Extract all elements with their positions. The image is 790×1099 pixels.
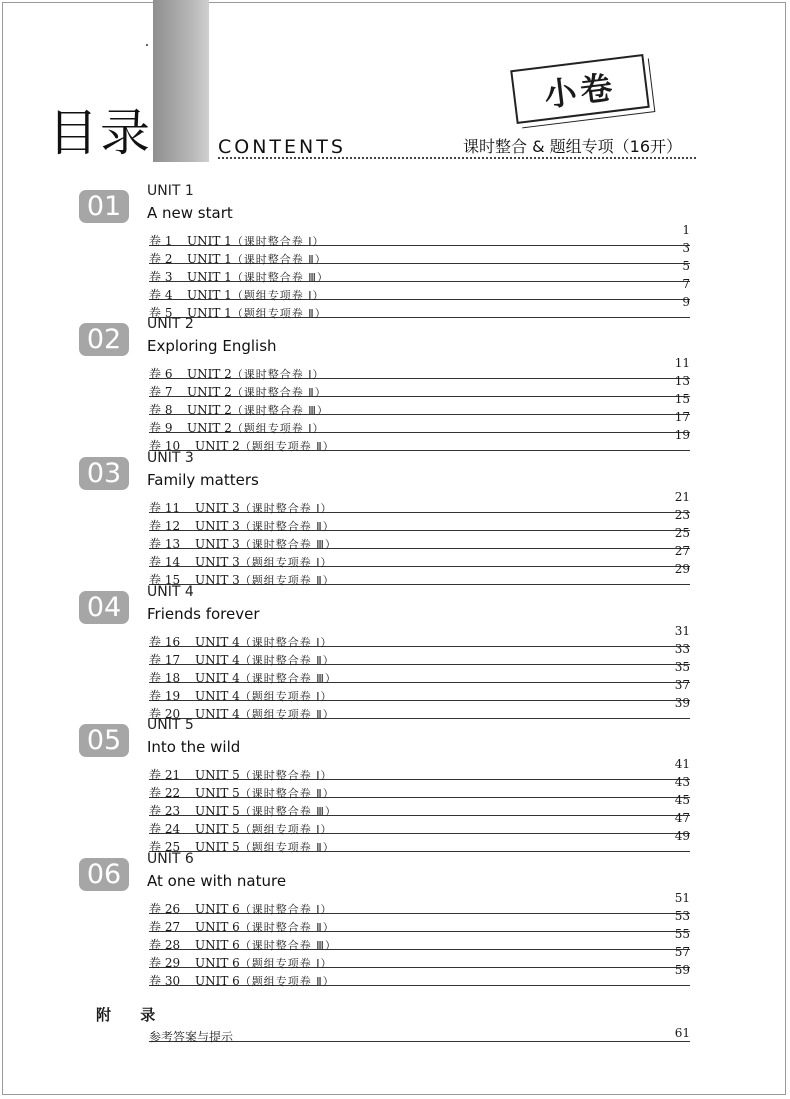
toc-entry-unit-name: UNIT 1	[187, 288, 232, 302]
toc-entry-volume: 卷 11	[149, 501, 181, 515]
toc-entry-page: 47	[674, 811, 690, 825]
toc-entry-unit-name: UNIT 6	[195, 956, 240, 970]
toc-entry-type: （课时整合卷 Ⅱ）	[239, 520, 335, 533]
toc-entry-page: 53	[674, 909, 690, 923]
toc-entry-unit-name: UNIT 2	[187, 403, 232, 417]
unit-label: UNIT 4	[147, 584, 194, 600]
toc-entry-page: 15	[674, 392, 690, 406]
toc-entry-type: （课时整合卷 Ⅰ）	[231, 368, 325, 381]
unit-label: UNIT 3	[147, 450, 194, 466]
toc-entry-type: （题组专项卷 Ⅰ）	[239, 957, 333, 970]
toc-entry-unit-name: UNIT 5	[195, 804, 240, 818]
toc-entry-type: （题组专项卷 Ⅱ）	[239, 574, 335, 587]
toc-entry-type: （课时整合卷 Ⅰ）	[231, 235, 325, 248]
toc-entry-volume: 卷 29	[149, 956, 181, 970]
toc-entry-unit-name: UNIT 6	[195, 902, 240, 916]
toc-entry-type: （课时整合卷 Ⅱ）	[231, 386, 327, 399]
toc-entry-page: 55	[674, 927, 690, 941]
toc-entry-unit	[195, 572, 335, 588]
toc-entry-unit-name: UNIT 2	[187, 385, 232, 399]
toc-entry-unit-name: UNIT 5	[195, 786, 240, 800]
toc-entry-page: 13	[674, 374, 690, 388]
toc-entry-volume: 卷 25	[149, 840, 181, 854]
toc-entry-volume: 卷 24	[149, 822, 181, 836]
toc-entry-type: （课时整合卷 Ⅰ）	[239, 502, 333, 515]
toc-entry-page: 7	[682, 277, 690, 291]
unit-label: UNIT 6	[147, 851, 194, 867]
unit-title: Friends forever	[147, 605, 260, 623]
toc-entry-page: 41	[674, 757, 690, 771]
unit-title: Exploring English	[147, 337, 277, 355]
toc-entry-unit-name: UNIT 3	[195, 573, 240, 587]
toc-entry-page: 31	[674, 624, 690, 638]
toc-entry-unit-name: UNIT 6	[195, 974, 240, 988]
toc-entry-type: （课时整合卷 Ⅱ）	[239, 654, 335, 667]
toc-entry-type: （题组专项卷 Ⅱ）	[239, 708, 335, 721]
toc-entry-volume: 卷 6	[149, 367, 173, 381]
toc-entry-unit-name: UNIT 4	[195, 671, 240, 685]
toc-entry[interactable]	[149, 223, 690, 248]
page-subtitle: 课时整合 & 题组专项（16开）	[463, 137, 683, 156]
toc-entry-volume: 卷 13	[149, 537, 181, 551]
toc-entry-type: （题组专项卷 Ⅱ）	[239, 440, 335, 453]
toc-entry-unit-name: UNIT 2	[187, 367, 232, 381]
appendix-entry[interactable]	[149, 1024, 690, 1042]
toc-entry-unit	[187, 305, 327, 321]
toc-entry-type: （题组专项卷 Ⅰ）	[231, 422, 325, 435]
toc-entry-type: （题组专项卷 Ⅰ）	[239, 556, 333, 569]
toc-entry-unit-name: UNIT 6	[195, 938, 240, 952]
unit-label: UNIT 1	[147, 183, 194, 199]
toc-entry-page: 33	[674, 642, 690, 656]
toc-entry-type: （课时整合卷 Ⅲ）	[231, 404, 329, 417]
toc-entry-page: 59	[674, 963, 690, 977]
toc-entry-volume: 卷 2	[149, 252, 173, 266]
toc-entry-page: 49	[674, 829, 690, 843]
toc-entry-unit-name: UNIT 4	[195, 653, 240, 667]
toc-entry-unit-name: UNIT 1	[187, 252, 232, 266]
page-title-cn: 目录	[48, 104, 152, 162]
toc-entry-unit-name: UNIT 6	[195, 920, 240, 934]
toc-entry-type: （课时整合卷 Ⅲ）	[231, 271, 329, 284]
toc-entry-page: 5	[682, 259, 690, 273]
toc-entry-volume: 卷 30	[149, 974, 181, 988]
toc-entry-unit-name: UNIT 1	[187, 234, 232, 248]
toc-entry-unit	[195, 839, 335, 855]
toc-entry-type: （课时整合卷 Ⅲ）	[239, 805, 337, 818]
unit-title: At one with nature	[147, 872, 287, 890]
page-title-en: CONTENTS	[218, 136, 346, 158]
appendix-entry-label: 参考答案与提示	[149, 1030, 234, 1044]
toc-entry-unit	[195, 438, 335, 454]
toc-entry-page: 23	[674, 508, 690, 522]
toc-entry-volume: 卷 27	[149, 920, 181, 934]
toc-entry-page: 35	[674, 660, 690, 674]
toc-entry-unit-name: UNIT 3	[195, 537, 240, 551]
toc-entry-page: 37	[674, 678, 690, 692]
toc-entry-unit-name: UNIT 1	[187, 270, 232, 284]
toc-entry-unit-name: UNIT 5	[195, 822, 240, 836]
toc-entry-volume: 卷 18	[149, 671, 181, 685]
toc-entry-volume: 卷 14	[149, 555, 181, 569]
toc-entry-page: 19	[674, 428, 690, 442]
toc-entry-page: 27	[674, 544, 690, 558]
toc-entry-volume: 卷 20	[149, 707, 181, 721]
toc-entry-page: 1	[682, 223, 690, 237]
toc-entry-type: （课时整合卷 Ⅲ）	[239, 672, 337, 685]
toc-entry-volume: 卷 28	[149, 938, 181, 952]
appendix-title: 附 录	[96, 1006, 168, 1024]
toc-entry-unit-name: UNIT 5	[195, 840, 240, 854]
toc-entry-type: （课时整合卷 Ⅰ）	[239, 636, 333, 649]
toc-entry-page: 3	[682, 241, 690, 255]
unit-number-badge: 04	[79, 591, 129, 624]
toc-entry-page: 29	[674, 562, 690, 576]
toc-entry-volume: 卷 19	[149, 689, 181, 703]
unit-label: UNIT 2	[147, 316, 194, 332]
toc-entry-unit	[195, 973, 335, 989]
toc-entry-page: 9	[682, 295, 690, 309]
toc-entry-volume: 卷 12	[149, 519, 181, 533]
toc-entry-volume: 卷 3	[149, 270, 173, 284]
unit-number-badge: 03	[79, 457, 129, 490]
toc-entry-unit-name: UNIT 4	[195, 635, 240, 649]
unit-title: A new start	[147, 204, 233, 222]
unit-number-badge: 06	[79, 858, 129, 891]
toc-entry-volume: 卷 15	[149, 573, 181, 587]
toc-entry-volume: 卷 1	[149, 234, 173, 248]
toc-entry-page: 11	[674, 356, 690, 370]
unit-number-badge: 05	[79, 724, 129, 757]
unit-number-badge: 02	[79, 323, 129, 356]
subtitle-dotted-rule	[218, 157, 696, 159]
toc-entry-page: 25	[674, 526, 690, 540]
toc-entry-page: 43	[674, 775, 690, 789]
appendix-entry-page: 61	[674, 1026, 690, 1040]
unit-number-badge: 01	[79, 190, 129, 223]
toc-entry-volume: 卷 4	[149, 288, 173, 302]
toc-entry-type: （题组专项卷 Ⅰ）	[239, 823, 333, 836]
toc-entry-type: （题组专项卷 Ⅱ）	[231, 307, 327, 320]
toc-entry-type: （课时整合卷 Ⅱ）	[239, 921, 335, 934]
toc-entry-volume: 卷 23	[149, 804, 181, 818]
toc-entry-type: （课时整合卷 Ⅱ）	[239, 787, 335, 800]
toc-entry-type: （题组专项卷 Ⅱ）	[239, 975, 335, 988]
toc-entry-volume: 卷 8	[149, 403, 173, 417]
toc-entry-page: 17	[674, 410, 690, 424]
toc-entry-unit-name: UNIT 3	[195, 501, 240, 515]
toc-entry-volume: 卷 21	[149, 768, 181, 782]
toc-entry-type: （课时整合卷 Ⅰ）	[239, 903, 333, 916]
header-gray-bar	[153, 0, 209, 162]
toc-entry-unit-name: UNIT 2	[187, 421, 232, 435]
toc-entry-volume: 卷 26	[149, 902, 181, 916]
toc-entry-unit-name: UNIT 3	[195, 555, 240, 569]
unit-label: UNIT 5	[147, 717, 194, 733]
toc-entry-page: 57	[674, 945, 690, 959]
toc-entry-page: 45	[674, 793, 690, 807]
toc-entry-type: （题组专项卷 Ⅰ）	[239, 690, 333, 703]
toc-entry-volume: 卷 16	[149, 635, 181, 649]
toc-entry-volume: 卷 22	[149, 786, 181, 800]
toc-entry-page: 21	[674, 490, 690, 504]
toc-entry-unit-name: UNIT 4	[195, 707, 240, 721]
toc-entry-volume: 卷 17	[149, 653, 181, 667]
toc-entry-unit-name: UNIT 5	[195, 768, 240, 782]
toc-entry-unit-name: UNIT 2	[195, 439, 240, 453]
toc-entry-type: （题组专项卷 Ⅰ）	[231, 289, 325, 302]
toc-entry-unit-name: UNIT 3	[195, 519, 240, 533]
toc-entry-volume: 卷 7	[149, 385, 173, 399]
toc-entry-volume: 卷 10	[149, 439, 181, 453]
unit-title: Family matters	[147, 471, 259, 489]
unit-title: Into the wild	[147, 738, 241, 756]
toc-entry-page: 39	[674, 696, 690, 710]
toc-entry-volume: 卷 5	[149, 306, 173, 320]
toc-entry-type: （课时整合卷 Ⅰ）	[239, 769, 333, 782]
toc-entry-page: 51	[674, 891, 690, 905]
toc-entry-type: （课时整合卷 Ⅲ）	[239, 538, 337, 551]
toc-entry-unit-name: UNIT 1	[187, 306, 232, 320]
toc-entry-unit	[195, 706, 335, 722]
dot-mark	[146, 44, 148, 46]
toc-entry-type: （课时整合卷 Ⅱ）	[231, 253, 327, 266]
toc-entry-unit-name: UNIT 4	[195, 689, 240, 703]
toc-entry-volume: 卷 9	[149, 421, 173, 435]
stamp-badge: 小卷	[510, 54, 650, 124]
toc-entry-type: （课时整合卷 Ⅲ）	[239, 939, 337, 952]
toc-entry-type: （题组专项卷 Ⅱ）	[239, 841, 335, 854]
